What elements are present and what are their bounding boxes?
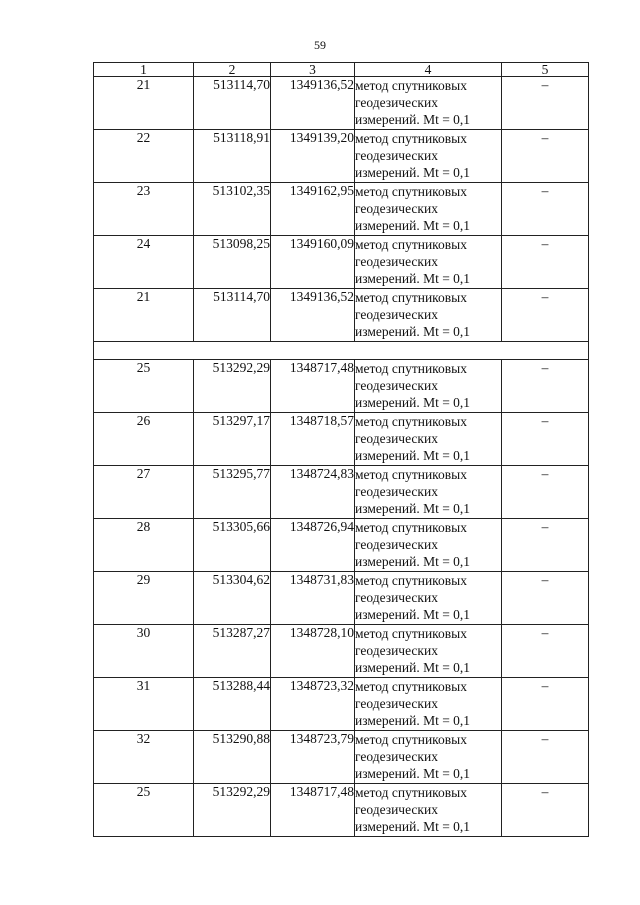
x-coordinate: 513288,44 [194,678,271,731]
x-coordinate: 513118,91 [194,130,271,183]
method-line-2: геодезических [355,431,438,446]
method-line-3: измерений. Mt = 0,1 [355,607,471,622]
table-row [94,77,589,130]
point-number: 24 [94,236,194,289]
column-header-5: 5 [502,63,589,77]
note-cell: – [502,236,589,289]
method-line-2: геодезических [355,378,438,393]
y-coordinate: 1349136,52 [271,289,355,342]
group-separator-cell [94,342,589,360]
table-row [94,236,589,289]
note-cell: – [502,289,589,342]
point-number: 26 [94,413,194,466]
method-description [355,678,502,731]
method-description [355,413,502,466]
table-row [94,519,589,572]
column-header-3: 3 [271,63,355,77]
table-row [94,413,589,466]
method-line-1: метод спутниковых [355,626,467,641]
point-number: 29 [94,572,194,625]
method-line-3: измерений. Mt = 0,1 [355,501,471,516]
method-line-3: измерений. Mt = 0,1 [355,819,471,834]
y-coordinate: 1349160,09 [271,236,355,289]
method-description [355,360,502,413]
point-number: 22 [94,130,194,183]
table-row [94,625,589,678]
method-line-3: измерений. Mt = 0,1 [355,395,471,410]
method-line-2: геодезических [355,590,438,605]
table-row [94,678,589,731]
table-row [94,289,589,342]
method-line-2: геодезических [355,148,438,163]
method-line-2: геодезических [355,802,438,817]
x-coordinate: 513304,62 [194,572,271,625]
method-line-2: геодезических [355,95,438,110]
method-line-1: метод спутниковых [355,131,467,146]
column-header-2: 2 [194,63,271,77]
point-number: 21 [94,289,194,342]
note-cell: – [502,183,589,236]
table-row [94,572,589,625]
method-line-3: измерений. Mt = 0,1 [355,554,471,569]
method-line-3: измерений. Mt = 0,1 [355,165,471,180]
method-line-3: измерений. Mt = 0,1 [355,448,471,463]
method-line-2: геодезических [355,484,438,499]
method-line-1: метод спутниковых [355,467,467,482]
point-number: 28 [94,519,194,572]
method-line-3: измерений. Mt = 0,1 [355,271,471,286]
y-coordinate: 1348717,48 [271,360,355,413]
method-line-2: геодезических [355,254,438,269]
y-coordinate: 1348731,83 [271,572,355,625]
method-line-1: метод спутниковых [355,732,467,747]
x-coordinate: 513297,17 [194,413,271,466]
method-description [355,519,502,572]
x-coordinate: 513290,88 [194,731,271,784]
method-description [355,183,502,236]
method-description [355,466,502,519]
y-coordinate: 1349162,95 [271,183,355,236]
page-number: 59 [314,38,326,52]
table-body [94,77,589,837]
point-number: 21 [94,77,194,130]
y-coordinate: 1348718,57 [271,413,355,466]
method-description [355,625,502,678]
method-line-2: геодезических [355,537,438,552]
table-row [94,183,589,236]
note-cell: – [502,625,589,678]
method-line-1: метод спутниковых [355,184,467,199]
x-coordinate: 513114,70 [194,77,271,130]
y-coordinate: 1348723,79 [271,731,355,784]
point-number: 27 [94,466,194,519]
method-line-1: метод спутниковых [355,361,467,376]
method-line-1: метод спутниковых [355,520,467,535]
method-description [355,77,502,130]
method-line-1: метод спутниковых [355,573,467,588]
method-line-3: измерений. Mt = 0,1 [355,660,471,675]
x-coordinate: 513114,70 [194,289,271,342]
method-line-3: измерений. Mt = 0,1 [355,112,471,127]
table-header-row [94,63,589,77]
point-number: 25 [94,784,194,837]
table-row [94,360,589,413]
point-number: 25 [94,360,194,413]
table-row [94,466,589,519]
x-coordinate: 513292,29 [194,784,271,837]
point-number: 32 [94,731,194,784]
method-line-1: метод спутниковых [355,414,467,429]
method-line-1: метод спутниковых [355,237,467,252]
y-coordinate: 1348724,83 [271,466,355,519]
x-coordinate: 513305,66 [194,519,271,572]
method-description [355,731,502,784]
x-coordinate: 513287,27 [194,625,271,678]
y-coordinate: 1348726,94 [271,519,355,572]
table-row [94,130,589,183]
note-cell: – [502,678,589,731]
note-cell: – [502,784,589,837]
point-number: 31 [94,678,194,731]
x-coordinate: 513292,29 [194,360,271,413]
method-line-2: геодезических [355,307,438,322]
method-line-2: геодезических [355,749,438,764]
x-coordinate: 513102,35 [194,183,271,236]
x-coordinate: 513295,77 [194,466,271,519]
method-line-2: геодезических [355,696,438,711]
method-line-1: метод спутниковых [355,679,467,694]
x-coordinate: 513098,25 [194,236,271,289]
y-coordinate: 1348728,10 [271,625,355,678]
coordinates-table [93,62,589,837]
column-header-1: 1 [94,63,194,77]
y-coordinate: 1348717,48 [271,784,355,837]
note-cell: – [502,130,589,183]
note-cell: – [502,77,589,130]
method-line-1: метод спутниковых [355,785,467,800]
method-line-1: метод спутниковых [355,290,467,305]
note-cell: – [502,466,589,519]
note-cell: – [502,413,589,466]
method-description [355,236,502,289]
method-description [355,784,502,837]
method-description [355,572,502,625]
note-cell: – [502,519,589,572]
method-line-2: геодезических [355,201,438,216]
note-cell: – [502,731,589,784]
method-description [355,289,502,342]
note-cell: – [502,360,589,413]
method-line-3: измерений. Mt = 0,1 [355,324,471,339]
group-separator-row [94,342,589,360]
method-line-2: геодезических [355,643,438,658]
note-cell: – [502,572,589,625]
method-line-3: измерений. Mt = 0,1 [355,218,471,233]
method-line-3: измерений. Mt = 0,1 [355,713,471,728]
point-number: 30 [94,625,194,678]
method-line-1: метод спутниковых [355,78,467,93]
method-description [355,130,502,183]
y-coordinate: 1349139,20 [271,130,355,183]
table-row [94,784,589,837]
y-coordinate: 1349136,52 [271,77,355,130]
table-row [94,731,589,784]
y-coordinate: 1348723,32 [271,678,355,731]
method-line-3: измерений. Mt = 0,1 [355,766,471,781]
column-header-4: 4 [355,63,502,77]
point-number: 23 [94,183,194,236]
